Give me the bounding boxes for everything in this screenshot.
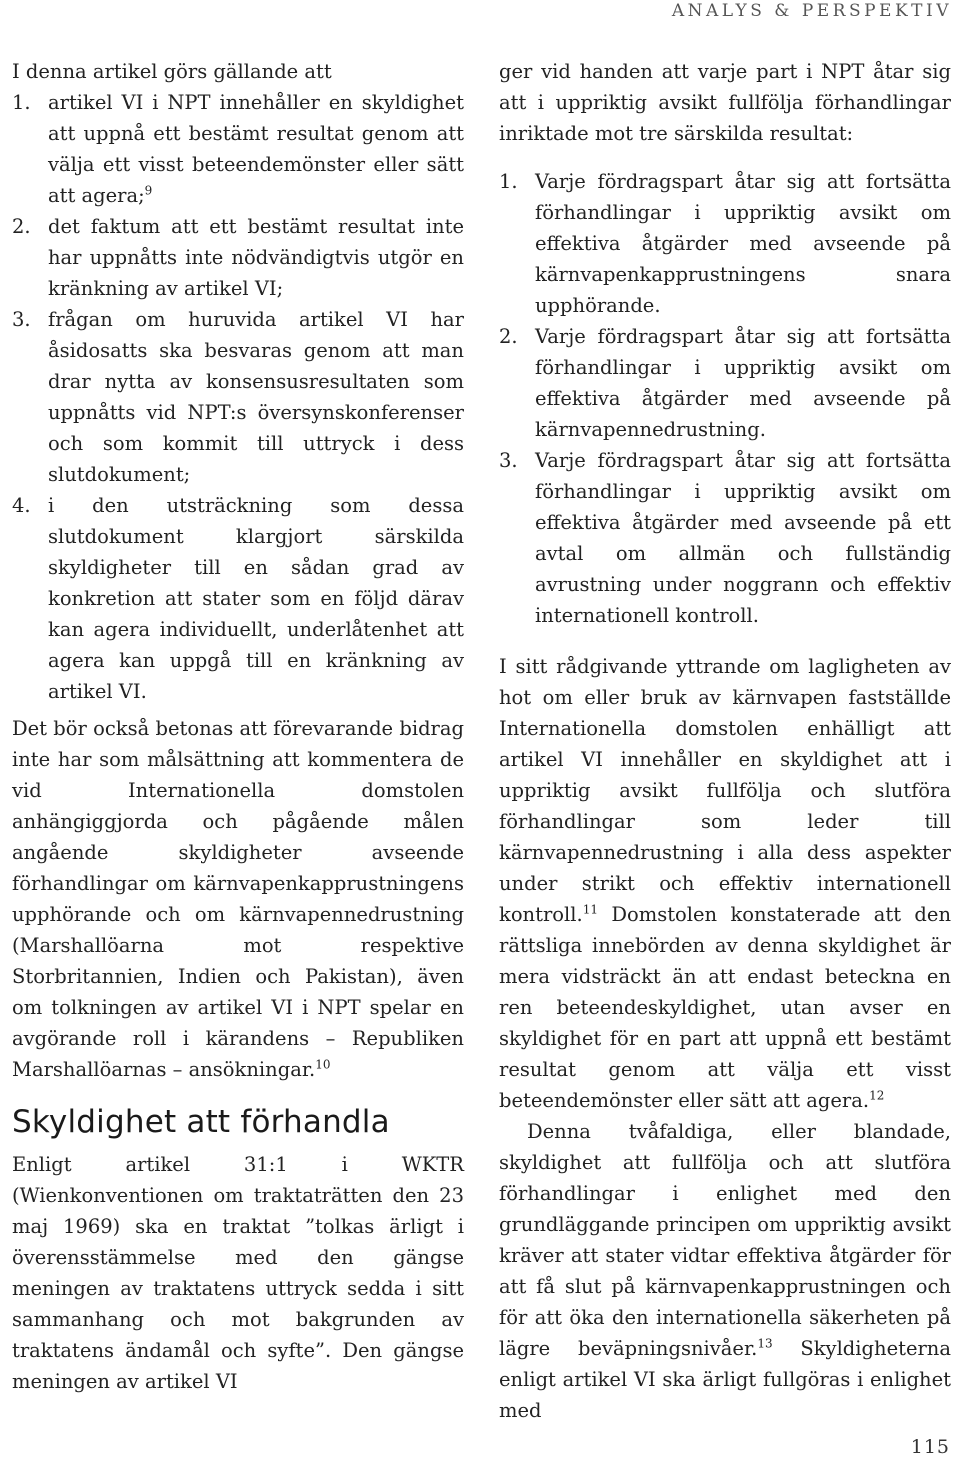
paragraph-text: I sitt rådgivande yttrande om lagligheten av hot om eller bruk av kärnvapen fastställde Internationella domstolen enhälligt att artikel VI innehåller en skyldighet att i uppriktig avsikt fullfölja och slutföra förhandlingar som leder till kärnvapennedrustning i alla dess aspekter under strikt och effektiv internationell kontroll. (499, 655, 951, 926)
footnote-ref[interactable]: 12 (869, 1088, 885, 1103)
list-item-number: 4. (12, 494, 31, 517)
footnote-ref[interactable]: 13 (757, 1336, 773, 1351)
list-item-number: 1. (499, 170, 518, 193)
body-paragraph (499, 651, 951, 1116)
paragraph-text: Domstolen konstaterade att den rättsliga innebörden av denna skyldighet är mera vidsträckt än att endast beteckna en ren beteendeskyldighet, utan avser en skyldighet för en part att uppnå ett bestämt resultat genom att välja ett visst beteendemönster eller sätt att agera. (499, 903, 951, 1112)
intro-text: ger vid handen att varje part i NPT åtar sig att i uppriktig avsikt fullfölja förhandlingar inriktade mot tre särskilda resultat: (499, 60, 951, 145)
list-item-number: 1. (12, 91, 31, 114)
list-item (499, 166, 951, 321)
list-item (499, 445, 951, 631)
list-item-text: Varje fördragspart åtar sig att fortsätta förhandlingar i uppriktig avsikt om effektiva åtgärder med avseende på ett avtal om allmän och fullständig avrustning under noggrann och effektiv internationell kontroll. (535, 449, 951, 627)
list-item-text: i den utsträckning som dessa slutdokument klargjort särskilda skyldigheter till en sådan grad av konkretion att stater som en följd därav kan agera individuellt, underlåtenhet att agera kan uppgå till en kränkning av artikel VI. (48, 494, 464, 703)
paragraph-text: Skyldigheterna enligt artikel VI ska ärligt fullgöras i enlighet med (499, 1337, 951, 1422)
intro-text: I denna artikel görs gällande att (12, 60, 332, 83)
list-item-text: artikel VI i NPT innehåller en skyldighet att uppnå ett bestämt resultat genom att välja ett visst beteendemönster eller sätt att agera; (48, 91, 464, 207)
footnote-ref[interactable]: 9 (144, 183, 153, 198)
list-item-text: Varje fördragspart åtar sig att fortsätta förhandlingar i uppriktig avsikt om effektiva åtgärder med avseende på kärnvapennedrustning. (535, 325, 951, 441)
list-item-text: det faktum att ett bestämt resultat inte har uppnåtts inte nödvändigtvis utgör en kränkning av artikel VI; (48, 215, 464, 300)
right-column (499, 56, 951, 1426)
footnote-ref[interactable]: 11 (582, 902, 598, 917)
list-item-text: frågan om huruvida artikel VI har åsidosatts ska besvaras genom att man drar nytta av konsensusresultaten som uppnåtts vid NPT:s översynskonferenser och som kommit till uttryck i dess slutdokument; (48, 308, 464, 486)
list-item (499, 321, 951, 445)
left-column (12, 56, 464, 1397)
list-item-number: 3. (12, 308, 31, 331)
obligations-list (499, 166, 951, 631)
list-item-text: Varje fördragspart åtar sig att fortsätta förhandlingar i uppriktig avsikt om effektiva åtgärder med avseende på kärnvapenkapprustningens snara upphörande. (535, 170, 951, 317)
list-item-number: 2. (499, 325, 518, 348)
list-item (12, 211, 464, 304)
running-header: ANALYS & PERSPEKTIV (671, 1, 952, 21)
list-item (12, 304, 464, 490)
list-item-number: 3. (499, 449, 518, 472)
body-paragraph (12, 713, 464, 1085)
paragraph-text: Denna tvåfaldiga, eller blandade, skyldighet att fullfölja och att slutföra förhandlingar i enlighet med den grundläggande principen om uppriktig avsikt kräver att stater vidtar effektiva åtgärder för att få slut på kärnvapenkapprustningen och för att öka den internationella säkerheten på lägre beväpningsnivåer. (499, 1120, 951, 1360)
list-item (12, 87, 464, 211)
body-paragraph (499, 1116, 951, 1426)
footnote-ref[interactable]: 10 (315, 1057, 331, 1072)
list-item-number: 2. (12, 215, 31, 238)
body-paragraph: Enligt artikel 31:1 i WKTR (Wienkonventionen om traktaträtten den 23 maj 1969) ska en traktat ”tolkas ärligt i överensstämmelse med den gängse meningen av traktatens uttryck sedda i sitt sammanhang och mot bakgrunden av traktatens ändamål och syfte”. Den gängse meningen av artikel VI (12, 1153, 464, 1393)
claims-list (12, 87, 464, 707)
paragraph-text: Det bör också betonas att förevarande bidrag inte har som målsättning att kommentera de vid Internationella domstolen anhängiggjorda och pågående målen angående skyldigheter avseende förhandlingar om kärnvapenkapprustningens upphörande och om kärnvapennedrustning (Marshallöarna mot respektive Storbritannien, Indien och Pakistan), även om tolkningen av artikel VI i NPT spelar en avgörande roll i kärandens – Republiken Marshallöarnas – ansökningar. (12, 717, 464, 1081)
page-number: 115 (910, 1436, 950, 1458)
list-item (12, 490, 464, 707)
section-heading: Skyldighet att förhandla (12, 1104, 390, 1140)
